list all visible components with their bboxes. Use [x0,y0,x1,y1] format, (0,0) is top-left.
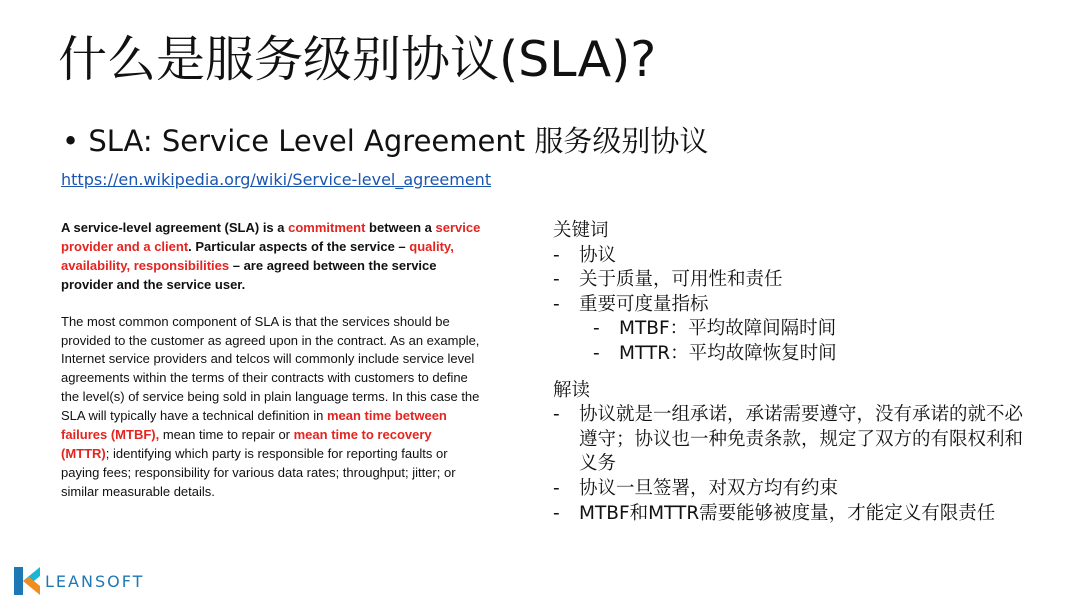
keyword-text: 关于质量，可用性和责任 [579,269,783,291]
dash-marker: - [553,244,560,266]
interpretation-item [553,477,1023,502]
dash-marker: - [553,404,560,426]
bullet-text: SLA: Service Level Agreement 服务级别协议 [88,124,709,158]
highlight-provider-client: service provider and a client [61,220,481,254]
sla-definition-bullet [62,120,708,162]
bullet-marker: • [62,124,80,158]
interpretation-text: MTBF和MTTR需要能够被度量，才能定义有限责任 [579,502,996,524]
description-paragraph-1 [61,219,481,295]
keyword-text: 重要可度量指标 [579,293,709,315]
slide-title: 什么是服务级别协议(SLA)? [58,31,657,88]
interpretation-item [553,502,1023,527]
text-span: ; identifying which party is responsible for reporting faults or paying fees; responsibility for various data rates; throughput; jitter; or similar measurable details. [61,445,456,499]
keyword-item [553,268,1023,293]
dash-marker: - [553,293,560,315]
logo-text: LEANSOFT [45,571,145,591]
dash-marker: - [593,342,600,364]
leansoft-logo-icon [14,567,40,595]
text-span: – are agreed between the service provider and the service user. [61,257,437,292]
spacer [553,367,1023,379]
text-span: . Particular aspects of the service – [188,238,410,254]
interpretation-heading: 解读 [553,379,591,401]
highlight-mttr: mean time to recovery (MTTR) [61,427,432,461]
interpretation-text: 协议就是一组承诺，承诺需要遵守，没有承诺的就不必遵守；协议也一种免责条款，规定了双方的有限权利和义务 [579,404,1024,475]
highlight-quality-availability: quality, availability, responsibilities [61,238,454,273]
text-span: A service-level agreement (SLA) is a [61,220,289,235]
keywords-heading: 关键词 [553,220,609,241]
interpretation-text: 协议一旦签署，对双方均有约束 [579,477,839,499]
keyword-item [553,244,1023,269]
keyword-item [553,293,1023,318]
description-paragraph-2 [61,313,481,502]
highlight-mtbf: mean time between failures (MTBF), [61,408,447,443]
wikipedia-link[interactable]: https://en.wikipedia.org/wiki/Service-level_agreement [61,170,492,189]
dash-marker: - [593,318,600,340]
text-span: mean time to repair or [159,427,294,443]
text-span: between a [365,220,436,235]
metric-item [553,342,1023,367]
text-span: The most common component of SLA is that the services should be provided to the customer as agreed upon in the contract. As an example, Internet service providers and telcos will commonly include service level agreements within the terms of their contracts with customers to define the level(s) of service being sold in plain language terms. In this case the SLA will typically have a technical definition in [61,313,480,424]
leansoft-logo [14,566,144,596]
interpretation-item [553,403,1023,477]
keywords-panel [553,219,1023,526]
highlight-commitment: commitment [288,220,366,235]
sla-description [61,219,481,520]
metric-text: MTBF：平均故障间隔时间 [619,318,837,340]
dash-marker: - [553,477,560,499]
dash-marker: - [553,502,560,524]
keyword-text: 协议 [579,244,617,266]
dash-marker: - [553,269,560,291]
metric-text: MTTR：平均故障恢复时间 [619,342,837,364]
metric-item [553,317,1023,342]
